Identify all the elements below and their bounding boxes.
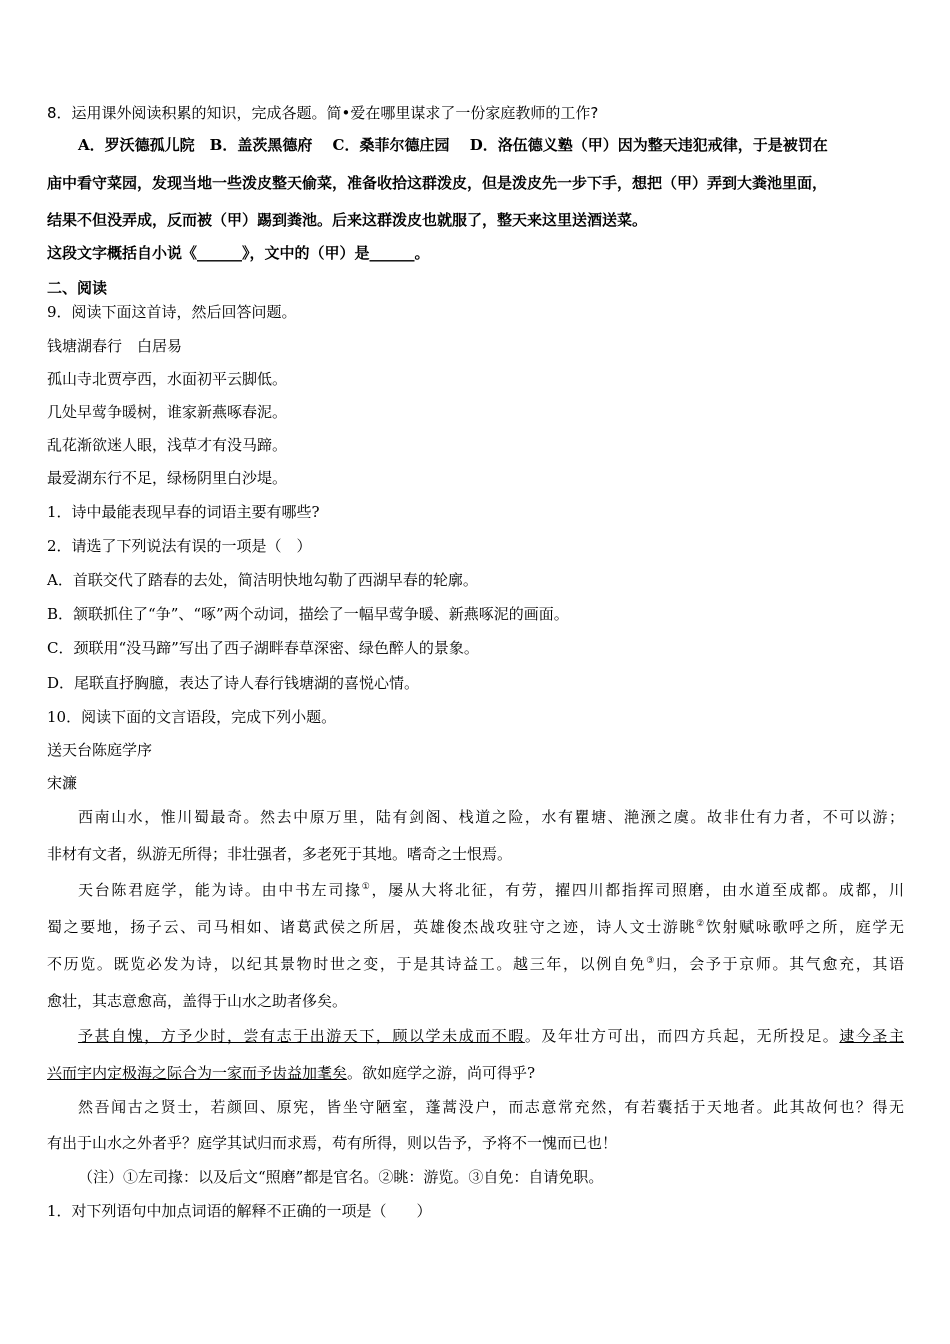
footnote-marker: ③ — [646, 956, 656, 966]
footnote-marker: ① — [361, 882, 372, 892]
essay-line: 蜀之要地，扬子云、司马相如、诸葛武侯之所居，英雄俊杰战攻驻守之迹，诗人文士游眺②饮射赋咏歌呼之所，庭学无 — [47, 918, 904, 936]
essay-line: 然吾闻古之贤士，若颜回、原宪，皆坐守陋室，蓬蒿没户，而志意常充然，有若囊括于天地者。此其故何也？得无 — [78, 1098, 904, 1116]
q8-passage-line: 结果不但没弄成，反而被（甲）踢到粪池。后来这群泼皮也就服了，整天来这里送酒送菜。 — [47, 211, 648, 229]
essay-line: 愈壮，其志意愈高，盖得于山水之助者侈矣。 — [47, 992, 348, 1010]
essay-line-underlined: 兴而宇内定极海之际合为一家而予齿益加耄矣。欲如庭学之游，尚可得乎? — [47, 1064, 536, 1082]
essay-line: 非材有文者，纵游无所得；非壮强者，多老死于其地。嗜奇之士恨焉。 — [47, 845, 513, 863]
q9-sub2: 2．请选了下列说法有误的一项是（ ） — [47, 537, 312, 555]
poem-line: 乱花渐欲迷人眼，浅草才有没马蹄。 — [47, 436, 288, 454]
essay-line: 有出于山水之外者乎？庭学其试归而求焉，苟有所得，则以告予，予将不一愧而已也！ — [47, 1134, 618, 1152]
essay-footnote: （注）①左司掾：以及后文“照磨”都是官名。②眺：游览。③自免：自请免职。 — [78, 1168, 604, 1186]
q9-option-b: B．颔联抓住了“争”、“啄”两个动词，描绘了一幅早莺争暖、新燕啄泥的画面。 — [47, 605, 569, 623]
essay-line: 西南山水，惟川蜀最奇。然去中原万里，陆有剑阁、栈道之险，水有瞿塘、滟滪之虞。故非仕有力者，不可以游； — [78, 808, 904, 826]
footnote-marker: ② — [696, 919, 706, 929]
essay-author: 宋濂 — [47, 774, 78, 792]
q10-intro: 10．阅读下面的文言语段，完成下列小题。 — [47, 708, 337, 726]
essay-title: 送天台陈庭学序 — [47, 741, 153, 759]
q9-option-d: D．尾联直抒胸臆，表达了诗人春行钱塘湖的喜悦心情。 — [47, 674, 420, 692]
essay-line: 不历览。既览必发为诗，以纪其景物时世之变，于是其诗益工。越三年，以例自免③归，会予于京师。其气愈充，其语 — [47, 955, 904, 973]
q8-question: 8．运用课外阅读积累的知识，完成各题。简•爱在哪里谋求了一份家庭教师的工作? — [47, 104, 599, 122]
q10-sub1: 1．对下列语句中加点词语的解释不正确的一项是（ ） — [47, 1202, 432, 1220]
poem-line: 几处早莺争暖树，谁家新燕啄春泥。 — [47, 403, 288, 421]
poem-line: 孤山寺北贾亭西，水面初平云脚低。 — [47, 370, 288, 388]
q8-passage-line: 庙中看守菜园，发现当地一些泼皮整天偷菜，准备收拾这群泼皮，但是泼皮先一步下手，想把（甲）弄到大粪池里面， — [47, 174, 828, 192]
poem-line: 最爱湖东行不足，绿杨阴里白沙堤。 — [47, 469, 288, 487]
q9-sub1: 1．诗中最能表现早春的词语主要有哪些? — [47, 503, 320, 521]
q9-option-c: C．颈联用“没马蹄”写出了西子湖畔春草深密、绿色醉人的景象。 — [47, 639, 479, 657]
section-title: 二、阅读 — [47, 279, 108, 297]
essay-line: 天台陈君庭学，能为诗。由中书左司掾①，屡从大将北征，有劳，擢四川都指挥司照磨，由水道至成都。成都，川 — [78, 881, 904, 899]
q8-fill-blank: 这段文字概括自小说《______》，文中的（甲）是______。 — [47, 244, 430, 262]
q9-intro: 9．阅读下面这首诗，然后回答问题。 — [47, 303, 297, 321]
q8-options-line: A．罗沃德孤儿院 B．盖茨黑德府 C．桑菲尔德庄园 D．洛伍德义塾（甲）因为整天违犯戒律，于是被罚在 — [78, 136, 828, 154]
poem-title: 钱塘湖春行 白居易 — [47, 337, 183, 355]
essay-line-underlined: 予甚自愧，方予少时，尝有志于出游天下，顾以学未成而不暇。及年壮方可出，而四方兵起，无所投足。逮今圣主 — [78, 1027, 904, 1045]
q9-option-a: A．首联交代了踏春的去处，简洁明快地勾勒了西湖早春的轮廓。 — [47, 571, 478, 589]
